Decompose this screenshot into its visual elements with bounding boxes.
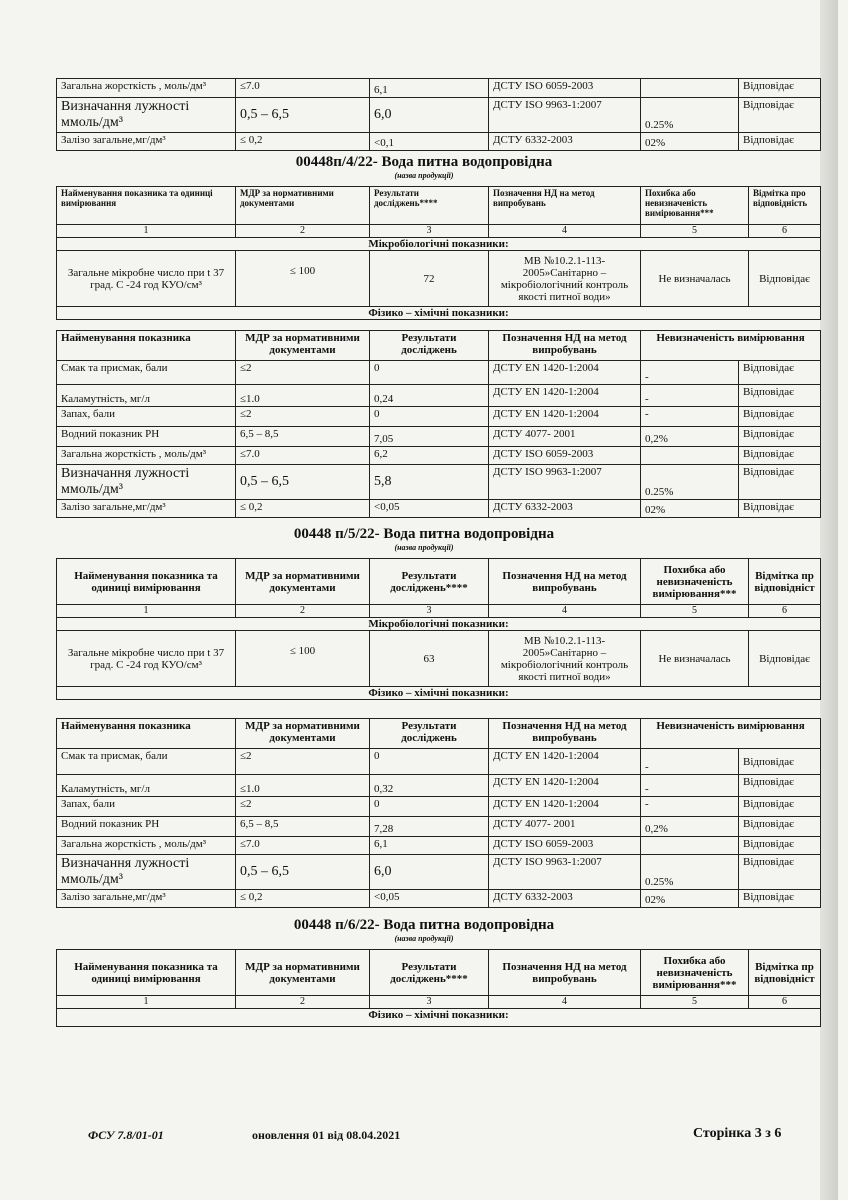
table-header: Найменування показника МДР за нормативними документами Результати досліджень Позначення НД на метод випробувань Невизначеність вимірювання — [57, 331, 821, 361]
sample-title: 00448п/4/22- Вода питна водопровідна — [295, 154, 553, 170]
table-header: Найменування показника МДР за нормативними документами Результати досліджень Позначення НД на метод випробувань Невизначеність вимірювання — [57, 719, 821, 749]
table-row: Каламутність, мг/л ≤1.0 0,32 ДСТУ EN 1420-1:2004 - Відповідає — [57, 775, 821, 797]
section-label: Фізико – хімічні показники: — [57, 1009, 821, 1027]
sample4-phys-table — [56, 330, 820, 518]
table-header: Найменування показника та одиниці вимірювання МДР за нормативними документами Результати досліджень**** Позначення НД на метод випробувань Похибка або невизначеність вимірювання*** Відмітка про відповідність — [57, 187, 821, 225]
sample5-phys-table — [56, 718, 820, 908]
param-name: Загальна жорсткість , моль/дм³ — [57, 79, 236, 98]
sample6-table — [56, 949, 820, 1027]
table-row: Визначання лужності ммоль/дм³ 0,5 – 6,5 5,8 ДСТУ ISO 9963-1:2007 0.25% Відповідає — [57, 465, 821, 500]
table-header: Найменування показника та одиниці вимірювання МДР за нормативними документами Результати досліджень**** Позначення НД на метод випробувань Похибка або невизначеність вимірювання*** Відмітка пр відповідніст — [57, 950, 821, 996]
column-numbers: 1 2 3 4 5 6 — [57, 225, 821, 238]
section-label: Мікробіологічні показники: — [57, 238, 821, 251]
table-row: Загальне мікробне число при t 37 град. С -24 год КУО/см³ ≤ 100 72 МВ №10.2.1-113-2005»Санітарно – мікробіологічний контроль якості питної води» Не визначалась Відповідає — [57, 251, 821, 307]
table-row: Запах, бали ≤2 0 ДСТУ EN 1420-1:2004 - Відповідає — [57, 797, 821, 817]
table-row: Водний показник РН 6,5 – 8,5 7,05 ДСТУ 4077- 2001 0,2% Відповідає — [57, 427, 821, 447]
section-label: Фізико – хімічні показники: — [57, 687, 821, 700]
sample-subtitle: (назва продукції) — [394, 543, 454, 552]
table-header: Найменування показника та одиниці вимірювання МДР за нормативними документами Результати досліджень**** Позначення НД на метод випробувань Похибка або невизначеність вимірювання*** Відмітка пр відповідніст — [57, 559, 821, 605]
sample5-micro-table — [56, 558, 820, 700]
table-row: Загальна жорсткість , моль/дм³ ≤7.0 6,1 ДСТУ ISO 6059-2003 Відповідає — [57, 79, 821, 98]
footer-page-number: Сторінка 3 з 6 — [693, 1126, 782, 1141]
table-row: Смак та присмак, бали ≤2 0 ДСТУ EN 1420-1:2004 - Відповідає — [57, 749, 821, 775]
table-row: Водний показник РН 6,5 – 8,5 7,28 ДСТУ 4077- 2001 0,2% Відповідає — [57, 817, 821, 837]
sample-title: 00448 п/5/22- Вода питна водопровідна — [293, 526, 555, 542]
footer-update: оновлення 01 від 08.04.2021 — [252, 1128, 401, 1142]
table-row: Смак та присмак, бали ≤2 0 ДСТУ EN 1420-1:2004 - Відповідає — [57, 361, 821, 385]
sample-title: 00448 п/6/22- Вода питна водопровідна — [293, 917, 555, 933]
table-row: Каламутність, мг/л ≤1.0 0,24 ДСТУ EN 1420-1:2004 - Відповідає — [57, 385, 821, 407]
table-row: Визначання лужності ммоль/дм³ 0,5 – 6,5 6,0 ДСТУ ISO 9963-1:2007 0.25% Відповідає — [57, 855, 821, 890]
sample-subtitle: (назва продукції) — [394, 171, 454, 180]
footer-code: ФСУ 7.8/01-01 — [88, 1128, 164, 1142]
table-row: Загальна жорсткість , моль/дм³ ≤7.0 6,1 ДСТУ ISO 6059-2003 Відповідає — [57, 837, 821, 855]
table-row: Залізо загальне,мг/дм³ ≤ 0,2 <0,05 ДСТУ 6332-2003 02% Відповідає — [57, 890, 821, 908]
table-row: Залізо загальне,мг/дм³ ≤ 0,2 <0,1 ДСТУ 6332-2003 02% Відповідає — [57, 133, 821, 151]
table-row: Визначання лужності ммоль/дм³ 0,5 – 6,5 6,0 ДСТУ ISO 9963-1:2007 0.25% Відповідає — [57, 98, 821, 133]
sample-subtitle: (назва продукції) — [394, 934, 454, 943]
table-row: Загальна жорсткість , моль/дм³ ≤7.0 6,2 ДСТУ ISO 6059-2003 Відповідає — [57, 447, 821, 465]
top-table — [56, 78, 820, 151]
column-numbers: 1 2 3 4 5 6 — [57, 605, 821, 618]
section-label: Фізико – хімічні показники: — [57, 307, 821, 320]
scan-edge — [820, 0, 838, 1200]
section-label: Мікробіологічні показники: — [57, 618, 821, 631]
table-row: Залізо загальне,мг/дм³ ≤ 0,2 <0,05 ДСТУ 6332-2003 02% Відповідає — [57, 500, 821, 518]
table-row: Загальне мікробне число при t 37 град. С -24 год КУО/см³ ≤ 100 63 МВ №10.2.1-113-2005»Санітарно – мікробіологічний контроль якості питної води» Не визначалась Відповідає — [57, 631, 821, 687]
column-numbers: 1 2 3 4 5 6 — [57, 996, 821, 1009]
sample4-micro-table — [56, 186, 820, 320]
table-row: Запах, бали ≤2 0 ДСТУ EN 1420-1:2004 - Відповідає — [57, 407, 821, 427]
